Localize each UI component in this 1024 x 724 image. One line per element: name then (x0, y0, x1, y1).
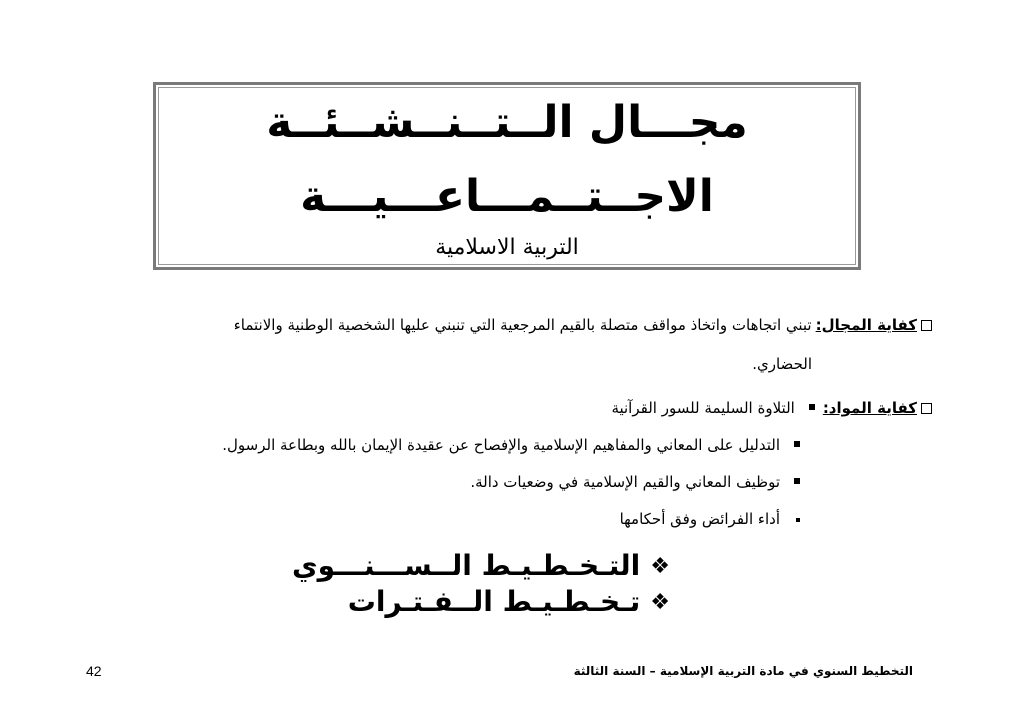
square-bullet-icon (809, 404, 815, 410)
subject-competency-item: التدليل على المعاني والمفاهيم الإسلامية والإفصاح عن عقيدة الإيمان بالله وبطاعة الرسول. (222, 436, 780, 454)
subject-competency-label: كفاية المواد: (822, 399, 917, 417)
diamond-bullet-icon: ❖ (650, 554, 670, 579)
title-subtitle: التربية الاسلامية (435, 235, 579, 260)
square-bullet-icon (796, 518, 800, 522)
footer-text: التخطيط السنوي في مادة التربية الإسلامية – السنة الثالثة (573, 664, 913, 678)
title-box (153, 82, 861, 270)
period-planning-heading (348, 584, 670, 623)
period-planning-text: تـخـطـيـط الــفـتـرات (347, 585, 641, 618)
square-bullet-icon (794, 478, 800, 484)
checkbox-icon (921, 403, 932, 414)
annual-planning-heading (292, 548, 670, 587)
subject-competency-item-row (222, 434, 804, 456)
domain-competency-text: تبني اتجاهات واتخاذ مواقف متصلة بالقيم المرجعية التي تنبني عليها الشخصية الوطنية والانتماء (233, 316, 812, 334)
domain-competency-label: كفاية المجال: (815, 316, 917, 334)
domain-competency-continuation (752, 353, 812, 375)
checkbox-icon (921, 320, 932, 331)
subject-competency-item-row (620, 508, 804, 530)
diamond-bullet-icon: ❖ (650, 590, 670, 615)
title-line-1: مجـــال الــتــنــشــئــة (266, 97, 748, 148)
annual-planning-text: التـخـطـيـط الــســـنـــوي (292, 549, 641, 582)
domain-competency-text-2: الحضاري. (752, 355, 812, 373)
subject-competency-item: توظيف المعاني والقيم الإسلامية في وضعيات دالة. (470, 473, 780, 491)
subject-competency-item-row (470, 471, 804, 493)
square-bullet-icon (794, 441, 800, 447)
domain-competency-row (234, 314, 932, 336)
title-line-2: الاجــتــمـــاعـــيـــة (300, 171, 714, 222)
page-number: 42 (86, 663, 102, 679)
subject-competency-row (611, 397, 932, 419)
subject-competency-item: التلاوة السليمة للسور القرآنية (611, 399, 795, 417)
subject-competency-item: أداء الفرائض وفق أحكامها (619, 510, 780, 528)
